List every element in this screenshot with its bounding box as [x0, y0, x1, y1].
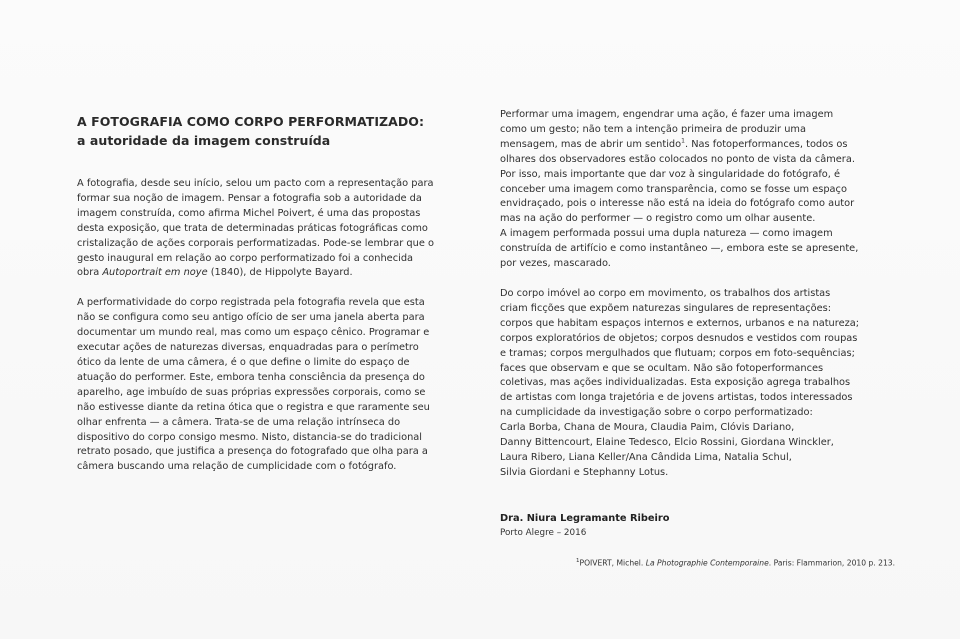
text-line: não estivesse diante da retina ótica que o registra e que raramente seu — [77, 401, 430, 413]
text-line: não se configura como seu antigo ofício de ser uma janela aberta para — [77, 312, 425, 324]
text-line: A fotografia, desde seu início, selou um pacto com a representação para — [77, 178, 434, 189]
footnote-book-title: La Photographie Contemporaine — [645, 558, 769, 568]
left-paragraph-2 — [77, 296, 457, 475]
text-line — [500, 138, 890, 153]
text-line: Performar uma imagem, engendrar uma ação, é fazer uma imagem — [500, 109, 834, 120]
right-paragraph-2 — [500, 287, 890, 481]
text-line: na cumplicidade da investigação sobre o corpo performatizado: — [500, 407, 813, 419]
text-line: gesto inaugural em relação ao corpo performatizado foi a conhecida — [77, 252, 414, 264]
artist-list-line: Danny Bittencourt, Elaine Tedesco, Elcio Rossini, Giordana Winckler, — [500, 437, 834, 449]
text-line: câmera buscando uma relação de cumplicidade com o fotógrafo. — [77, 461, 397, 473]
text-line: A performatividade do corpo registrada pela fotografia revela que esta — [77, 297, 425, 309]
artist-list-line: Silvia Giordani e Stephanny Lotus. — [500, 466, 669, 478]
right-paragraph-1 — [500, 108, 890, 272]
artist-list-line: Carla Borba, Chana de Moura, Claudia Paim, Clóvis Dariano, — [500, 422, 795, 434]
text-line: e tramas; corpos mergulhados que flutuam; corpos em foto-sequências; — [500, 347, 855, 359]
text-line: criam ficções que expõem naturezas singulares de representações: — [500, 302, 832, 314]
text-line: cristalização de ações corporais performatizadas. Pode-se lembrar que o — [77, 237, 434, 249]
document-title — [77, 112, 477, 150]
text-line — [77, 266, 457, 281]
signature-block — [500, 512, 669, 540]
text-line: conceber uma imagem como transparência, como se fosse um espaço — [500, 183, 847, 195]
text-segment: mensagem, mas de abrir um sentido — [500, 138, 682, 150]
text-line: documentar um mundo real, mas como um espaço cênico. Programar e — [77, 327, 430, 339]
artist-list-line: Laura Ribero, Liana Keller/Ana Cândida Lima, Natalia Schul, — [500, 451, 792, 463]
text-line: corpos que habitam espaços internos e externos, urbanos e na natureza; — [500, 317, 860, 329]
text-line: aparelho, age imbuído de suas próprias expressões corporais, como se — [77, 386, 426, 398]
footnote-author: POIVERT, Michel. — [579, 558, 646, 568]
text-line: mas na ação do performer — o registro como um olhar ausente. — [500, 213, 816, 225]
text-line: como um gesto; não tem a intenção primeira de produzir uma — [500, 123, 806, 135]
text-segment: obra — [77, 267, 103, 279]
right-column — [500, 108, 890, 481]
text-line: construída de artifício e como instantâneo —, embora este se apresente, — [500, 243, 859, 255]
text-line: Do corpo imóvel ao corpo em movimento, os trabalhos dos artistas — [500, 287, 831, 299]
text-line: desta exposição, que trata de determinadas práticas fotográficas como — [77, 222, 428, 234]
text-line: envidraçado, pois o interesse não está na ideia do fotógrafo como autor — [500, 198, 855, 210]
text-line: corpos exploratórios de objetos; corpos desnudos e vestidos com roupas — [500, 332, 858, 344]
text-segment: (1840), de Hippolyte Bayard. — [207, 267, 353, 279]
footnote-reference: 1 — [681, 137, 685, 145]
text-line: A imagem performada possui uma dupla natureza — como imagem — [500, 228, 833, 240]
footnote — [576, 556, 895, 569]
title-main: A FOTOGRAFIA COMO CORPO PERFORMATIZADO: — [77, 114, 425, 129]
author-name: Dra. Niura Legramante Ribeiro — [500, 513, 670, 524]
left-paragraph-1 — [77, 177, 457, 281]
text-line: faces que observam e que se ocultam. Não são fotoperformances — [500, 362, 824, 374]
place-date: Porto Alegre – 2016 — [500, 528, 587, 538]
text-line: de artistas com longa trajetória e de jovens artistas, todos interessados — [500, 392, 853, 404]
text-line: coletivas, mas ações individualizadas. Esta exposição agrega trabalhos — [500, 377, 851, 389]
left-column — [77, 177, 457, 475]
text-segment: . Nas fotoperformances, todos os — [684, 138, 848, 150]
text-line: dispositivo do corpo consigo mesmo. Nisto, distancia-se do tradicional — [77, 431, 423, 443]
text-line: atuação do performer. Este, embora tenha consciência da presença do — [77, 371, 425, 383]
footnote-number: 1 — [576, 558, 580, 564]
text-line: retrato posado, que justifica a presença do fotografado que olha para a — [77, 446, 428, 458]
title-subtitle: a autoridade da imagem construída — [77, 133, 331, 148]
text-line: executar ações de naturezas diversas, enquadradas para o perímetro — [77, 342, 419, 354]
text-line: por vezes, mascarado. — [500, 258, 611, 270]
text-line: formar sua noção de imagem. Pensar a fotografia sob a autoridade da — [77, 192, 422, 204]
text-line: Por isso, mais importante que dar voz à singularidade do fotógrafo, é — [500, 168, 841, 180]
text-line: ótico da lente de uma câmera, é o que define o limite do espaço de — [77, 356, 410, 368]
text-line: olhares dos observadores estão colocados no ponto de vista da câmera. — [500, 153, 855, 165]
text-line: imagem construída, como afirma Michel Poivert, é uma das propostas — [77, 207, 421, 219]
artwork-title: Autoportrait em noye — [102, 267, 208, 279]
text-line: olhar enfrenta — a câmera. Trata-se de uma relação intrínseca do — [77, 416, 401, 428]
footnote-publication: . Paris: Flammarion, 2010 p. 213. — [768, 558, 896, 568]
